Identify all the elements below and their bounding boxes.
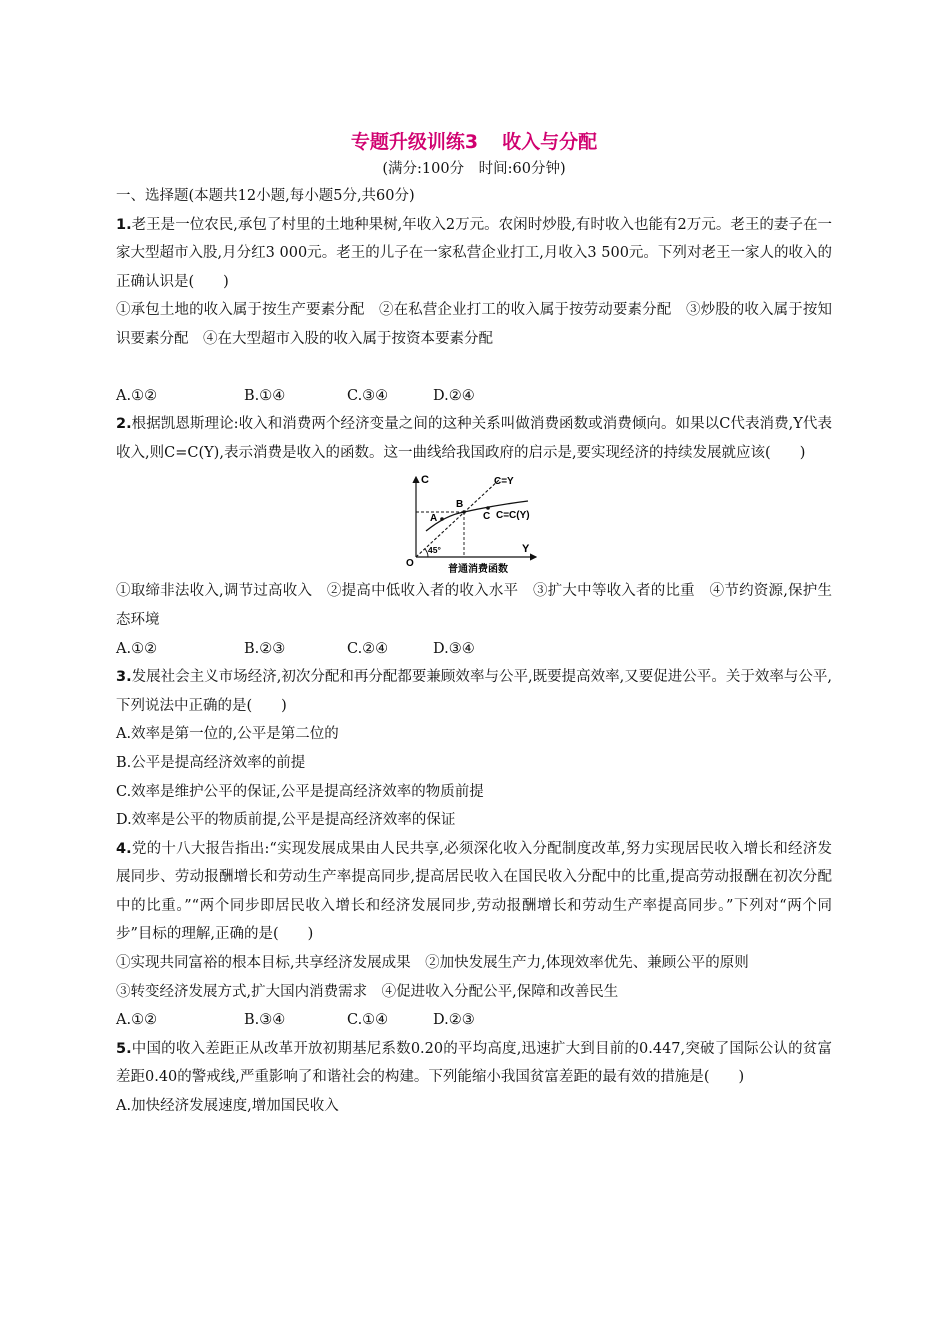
question-text: 中国的收入差距正从改革开放初期基尼系数0.20的平均高度,迅速扩大到目前的0.447,突破了国际公认的贫富差距0.40的警戒线,严重影响了和谐社会的构建。下列能缩小我国贫富差距的最有效的措施是( )	[116, 1040, 832, 1086]
score-time-note: (满分:100分 时间:60分钟)	[382, 161, 566, 177]
option-b[interactable]: B.①④	[244, 387, 286, 404]
option-a[interactable]: A.①②	[116, 1012, 158, 1029]
question-text: 发展社会主义市场经济,初次分配和再分配都要兼顾效率与公平,既要提高效率,又要促进公平。关于效率与公平,下列说法中正确的是( )	[116, 669, 832, 714]
point-b	[462, 511, 466, 515]
option-c[interactable]: C.效率是维护公平的保证,公平是提高经济效率的物质前提	[116, 783, 484, 800]
question-number: 3.	[116, 669, 132, 686]
question-2	[116, 410, 832, 663]
page-title	[116, 128, 832, 156]
answer-options	[116, 635, 832, 664]
question-stem	[116, 211, 832, 297]
question-stem	[116, 1035, 832, 1092]
line-label: C=Y	[494, 476, 514, 488]
point-c	[486, 507, 490, 511]
question-5	[116, 1035, 832, 1121]
option-b[interactable]: B.公平是提高经济效率的前提	[116, 754, 306, 771]
y-axis-label: C	[421, 474, 429, 487]
curve-label: C=C(Y)	[496, 510, 530, 522]
option-a[interactable]: A.加快经济发展速度,增加国民收入	[116, 1098, 339, 1115]
question-statements: ①实现共同富裕的根本目标,共享经济发展成果 ②加快发展生产力,体现效率优先、兼顾公平的原则	[116, 955, 749, 972]
option-a[interactable]: A.效率是第一位的,公平是第二位的	[116, 726, 339, 743]
x-axis-label: Y	[522, 543, 530, 556]
question-number: 1.	[116, 216, 132, 233]
consumption-function-graph	[404, 471, 544, 575]
section-heading: 一、选择题(本题共12小题,每小题5分,共60分)	[116, 188, 415, 204]
option-d[interactable]: D.效率是公平的物质前提,公平是提高经济效率的保证	[116, 812, 456, 829]
question-number: 5.	[116, 1040, 132, 1057]
answer-options	[116, 1006, 832, 1035]
angle-label: 45°	[428, 545, 441, 556]
question-text: 党的十八大报告指出:“实现发展成果由人民共享,必须深化收入分配制度改革,努力实现居民收入增长和经济发展同步、劳动报酬增长和劳动生产率提高同步,提高居民收入在国民收入分配中的比重,提高劳动报酬在初次分配中的比重。”“两个同步即居民收入增长和经济发展同步,劳动报酬增长和劳动生产率提高同步。”下列对“两个同步”目标的理解,正确的是( )	[116, 840, 832, 943]
question-1	[116, 211, 832, 411]
option-a[interactable]: A.①②	[116, 387, 158, 404]
option-a[interactable]: A.①②	[116, 640, 158, 657]
figure-caption: 普通消费函数	[448, 564, 508, 576]
question-statements: ①取缔非法收入,调节过高收入 ②提高中低收入者的收入水平 ③扩大中等收入者的比重 ④节约资源,保护生态环境	[116, 583, 832, 628]
question-stem	[116, 663, 832, 720]
option-d[interactable]: D.②④	[433, 387, 475, 404]
title-sub: 收入与分配	[502, 131, 598, 153]
origin-label: O	[406, 558, 414, 570]
question-3	[116, 663, 832, 835]
consumption-function-figure	[116, 471, 832, 575]
point-c-label: C	[483, 511, 491, 523]
question-statements: ①承包土地的收入属于按生产要素分配 ②在私营企业打工的收入属于按劳动要素分配 ③炒股的收入属于按知识要素分配 ④在大型超市入股的收入属于按资本要素分配	[116, 302, 832, 347]
question-stem	[116, 410, 832, 467]
option-c[interactable]: C.①④	[347, 1012, 389, 1029]
question-number: 2.	[116, 416, 132, 433]
option-d[interactable]: D.②③	[433, 1012, 475, 1029]
document-page	[116, 128, 832, 1121]
question-text: 根据凯恩斯理论:收入和消费两个经济变量之间的这种关系叫做消费函数或消费倾向。如果以C代表消费,Y代表收入,则C=C(Y),表示消费是收入的函数。这一曲线给我国政府的启示是,要实现经济的持续发展就应该( )	[116, 416, 832, 461]
option-b[interactable]: B.②③	[244, 640, 286, 657]
question-statements: ③转变经济发展方式,扩大国内消费需求 ④促进收入分配公平,保障和改善民生	[116, 983, 619, 1000]
point-b-label: B	[456, 499, 464, 511]
answer-options	[116, 382, 832, 411]
point-a	[440, 518, 444, 522]
question-text: 老王是一位农民,承包了村里的土地种果树,年收入2万元。农闲时炒股,有时收入也能有2万元。老王的妻子在一家大型超市入股,月分红3 000元。老王的儿子在一家私营企业打工,月收入3 500元。下列对老王一家人的收入的正确认识是( )	[116, 216, 832, 290]
question-4	[116, 835, 832, 1035]
option-d[interactable]: D.③④	[433, 640, 475, 657]
option-c[interactable]: C.③④	[347, 387, 389, 404]
spacer	[116, 354, 832, 382]
question-stem	[116, 835, 832, 949]
option-b[interactable]: B.③④	[244, 1012, 286, 1029]
option-c[interactable]: C.②④	[347, 640, 389, 657]
title-main: 专题升级训练3	[350, 131, 479, 153]
point-a-label: A	[430, 513, 438, 525]
question-number: 4.	[116, 840, 132, 857]
